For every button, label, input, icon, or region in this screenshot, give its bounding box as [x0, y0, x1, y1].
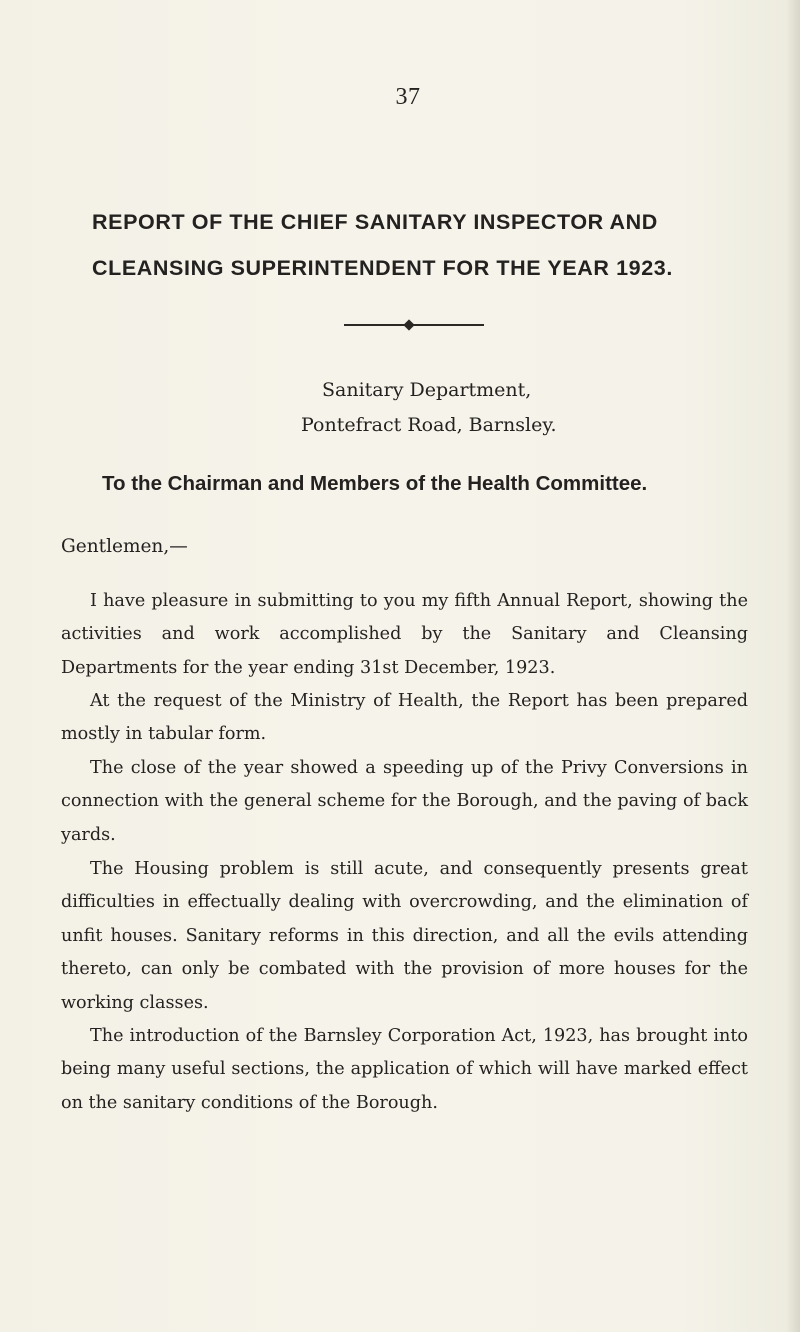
- page-number: 37: [395, 84, 421, 110]
- paragraph-annual-report: I have pleasure in submitting to you my fifth Annual Report, showing the activities and work accomplished by the Sanitary and Cleansing Departments for the year ending 31st December, 1923.: [61, 590, 748, 678]
- address-line-1: Sanitary Department,: [322, 379, 532, 401]
- report-title-line-2: CLEANSING SUPERINTENDENT FOR THE YEAR 1923.: [92, 256, 673, 280]
- report-title-line-1: REPORT OF THE CHIEF SANITARY INSPECTOR AND: [92, 210, 658, 234]
- address-line-2: Pontefract Road, Barnsley.: [301, 414, 557, 436]
- divider-ornament: [403, 319, 414, 330]
- paragraph-privy-conversions: The close of the year showed a speeding up of the Privy Conversions in connection with the general scheme for the Borough, and the paving of back yards.: [61, 757, 748, 845]
- addressee-heading: To the Chairman and Members of the Health Committee.: [102, 472, 648, 495]
- paragraph-ministry-request: At the request of the Ministry of Health, the Report has been prepared mostly in tabular form.: [61, 690, 748, 745]
- paragraph-housing-problem: The Housing problem is still acute, and consequently presents great difficulties in effectually dealing with overcrowding, and the elimination of unfit houses. Sanitary reforms in this direction, and all the evils attending thereto, can only be combated with the provision of more houses for the working classes.: [61, 858, 748, 1013]
- page-edge-shadow: [786, 0, 800, 1332]
- paragraph-corporation-act: The introduction of the Barnsley Corporation Act, 1923, has brought into being many useful sections, the application of which will have marked effect on the sanitary conditions of the Borough.: [61, 1025, 748, 1113]
- salutation: Gentlemen,—: [61, 536, 188, 557]
